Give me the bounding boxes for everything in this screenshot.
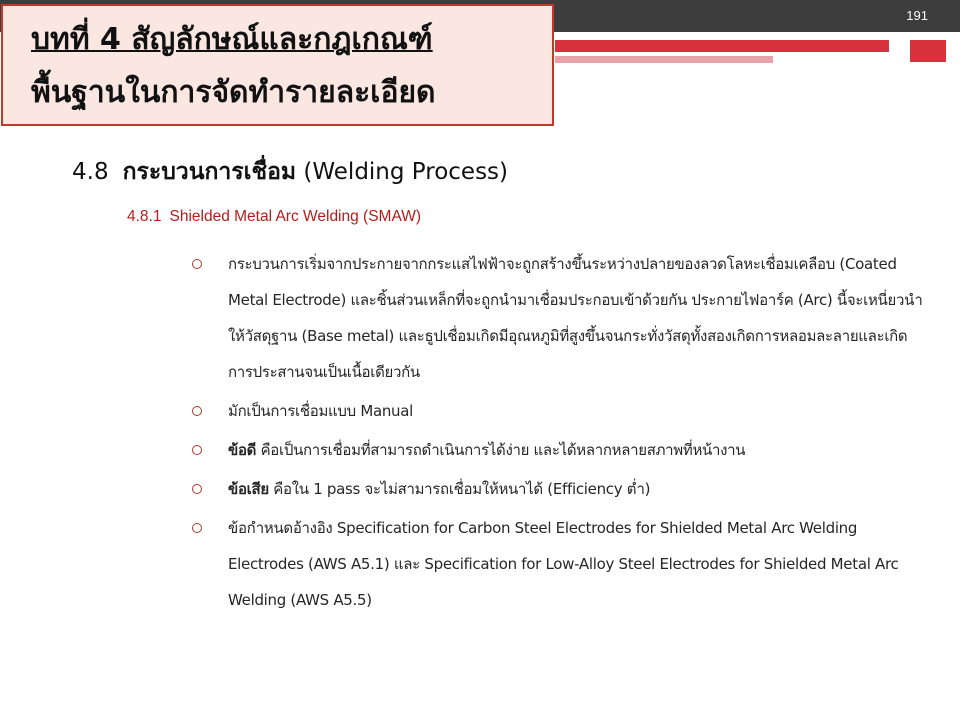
bullet-text: มักเป็นการเชื่อมแบบ Manual [228, 402, 414, 420]
circle-bullet-icon [192, 259, 202, 269]
subsection-heading [127, 208, 421, 226]
list-item [192, 471, 932, 507]
section-title-en: (Welding Process) [303, 159, 509, 185]
bullet-bold-label: ข้อดี [228, 441, 257, 459]
list-item [192, 393, 932, 429]
accent-stripe-red [555, 40, 889, 52]
accent-stripe-pink [555, 56, 773, 63]
bullet-text: คือใน 1 pass จะไม่สามารถเชื่อมให้หนาได้ (Efficiency ต่ำ) [268, 480, 651, 498]
circle-bullet-icon [192, 523, 202, 533]
accent-stripe-red-right [910, 40, 946, 62]
chapter-title-line2: พื้นฐานในการจัดทำรายละเอียด [31, 75, 436, 110]
bullet-text: คือเป็นการเชื่อมที่สามารถดำเนินการได้ง่าย และได้หลากหลายสภาพที่หน้างาน [256, 441, 746, 459]
circle-bullet-icon [192, 484, 202, 494]
section-heading [72, 154, 508, 190]
list-item [192, 246, 932, 390]
chapter-title-line1: บทที่ 4 สัญลักษณ์และกฎเกณฑ์ [31, 22, 433, 57]
section-number: 4.8 [72, 159, 109, 185]
title-box [1, 4, 554, 126]
section-title: กระบวนการเชื่อม [122, 159, 297, 185]
list-item [192, 432, 932, 468]
subsection-title: Shielded Metal Arc Welding (SMAW) [169, 208, 422, 225]
bullet-bold-label: ข้อเสีย [228, 480, 269, 498]
bullet-text: ข้อกำหนดอ้างอิง Specification for Carbon Steel Electrodes for Shielded Metal Arc Welding Electrodes (AWS A5.1) และ Specification for Low-Alloy Steel Electrodes for Shielded Metal Arc Welding (AWS A5.5) [228, 519, 899, 609]
circle-bullet-icon [192, 445, 202, 455]
bullet-list [192, 246, 932, 621]
page-number: 191 [906, 8, 928, 23]
bullet-text: กระบวนการเริ่มจากประกายจากกระแสไฟฟ้าจะถูกสร้างขึ้นระหว่างปลายของลวดโลหะเชื่อมเคลือบ (Coated Metal Electrode) และชิ้นส่วนเหล็กที่จะถูกนำมาเชื่อมประกอบเข้าด้วยกัน ประกายไฟอาร์ค (Arc) นี้จะเหนี่ยวนำให้วัสดุฐาน (Base metal) และธูปเชื่อมเกิดมีอุณหภูมิที่สูงขึ้นจนกระทั่งวัสดุทั้งสองเกิดการหลอมละลายและเกิดการประสานจนเป็นเนื้อเดียวกัน [228, 255, 923, 381]
list-item [192, 510, 932, 618]
circle-bullet-icon [192, 406, 202, 416]
subsection-number: 4.8.1 [127, 208, 162, 225]
